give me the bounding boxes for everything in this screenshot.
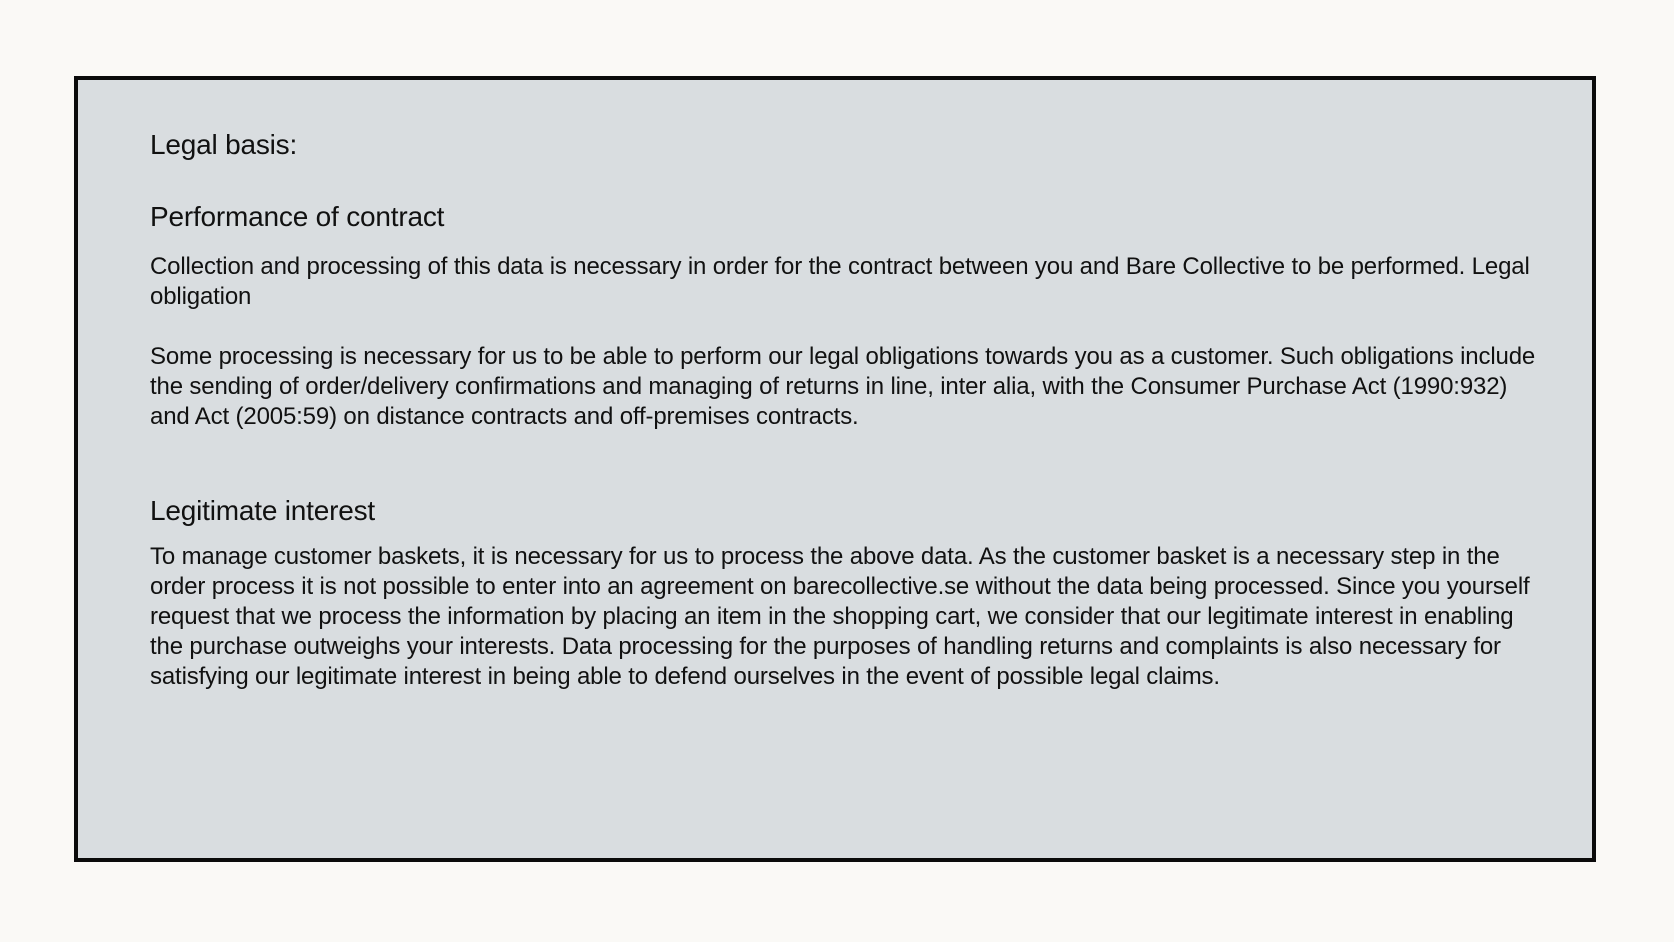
performance-of-contract-heading: Performance of contract (150, 201, 445, 232)
legal-basis-heading: Legal basis: (150, 129, 298, 160)
performance-of-contract-text: Collection and processing of this data is necessary in order for the contract between you and Bare Collective to be performed. Legal obligation (150, 253, 1530, 310)
legal-obligation-text: Some processing is necessary for us to be able to perform our legal obligations towards you as a customer. Such obligations include the sending of order/delivery confirmations and managing of returns in line, inter alia, with the Consumer Purchase Act (1990:932) and Act (2005:59) on distance contracts and off-premises contracts. (150, 343, 1536, 430)
legitimate-interest-text: To manage customer baskets, it is necessary for us to process the above data. As the customer basket is a necessary step in the order process it is not possible to enter into an agreement on barecollective.se without the data being processed. Since you yourself request that we process the information by placing an item in the shopping cart, we consider that our legitimate interest in enabling the purchase outweighs your interests. Data processing for the purposes of handling returns and complaints is also necessary for satisfying our legitimate interest in being able to defend ourselves in the event of possible legal claims. (150, 543, 1530, 690)
legal-basis-card (74, 76, 1596, 862)
legal-basis-content (150, 128, 1540, 692)
legitimate-interest-heading: Legitimate interest (150, 495, 375, 526)
